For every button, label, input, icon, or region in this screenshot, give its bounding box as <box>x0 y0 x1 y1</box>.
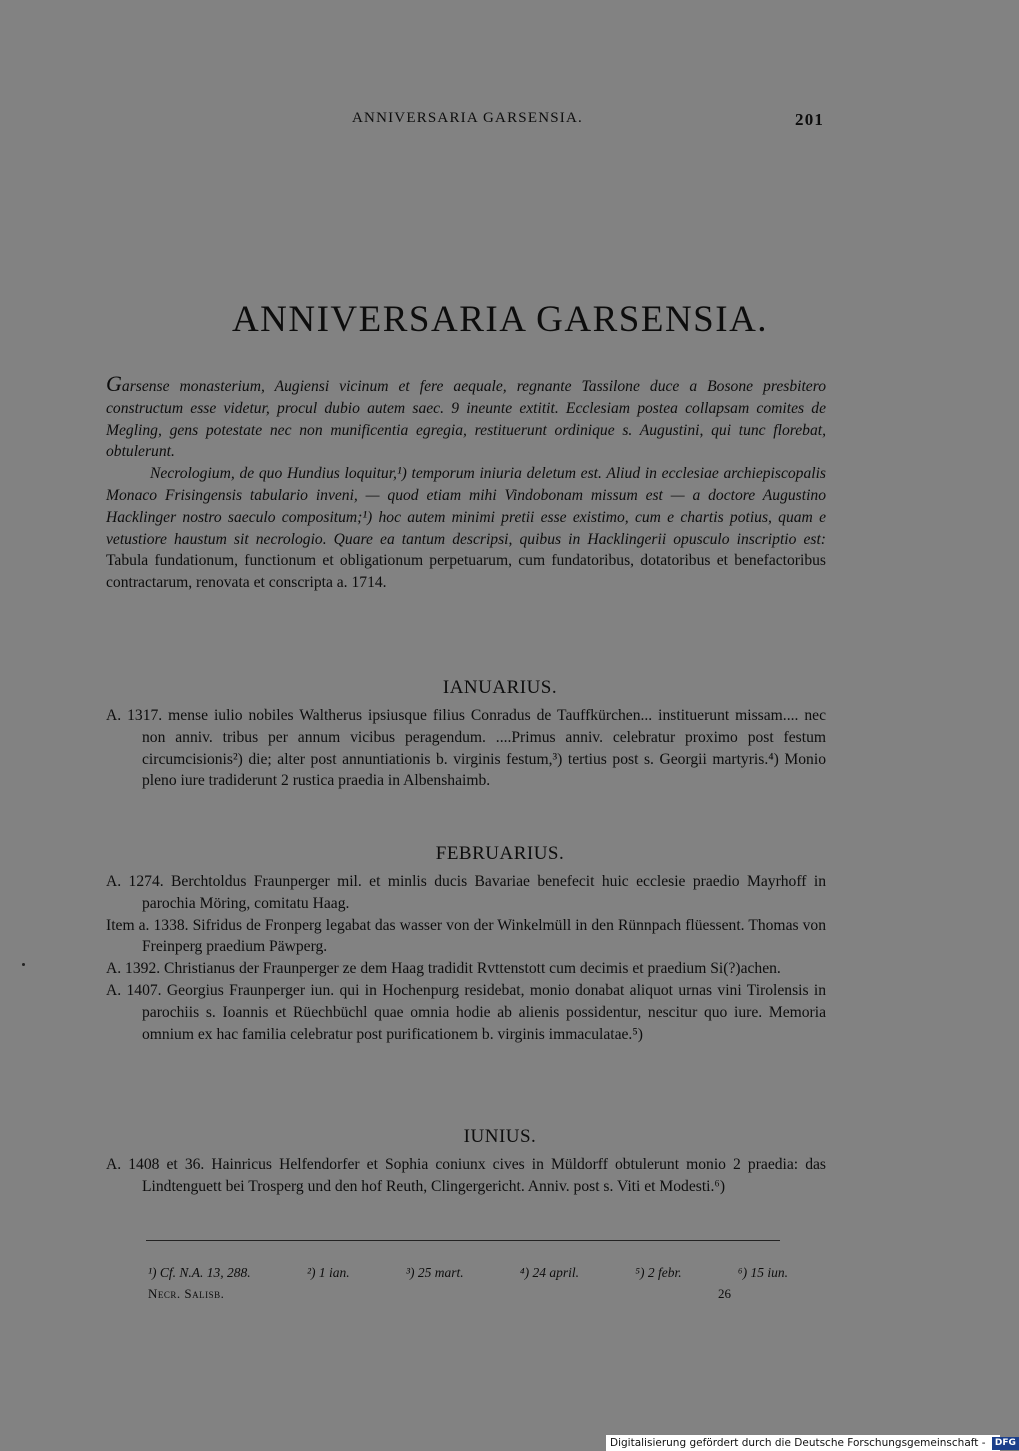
section-entries-iunius <box>106 1154 826 1198</box>
intro-paragraph-1 <box>106 373 826 463</box>
entry: A. 1317. mense iulio nobiles Waltherus ipsiusque filius Conradus de Tauffkürchen... instituerunt missam.... nec non anniv. tribus per annum vicibus peragendum. ....Primus anniv. celebratur proximo post festum circumcisionis²) die; alter post annuntiationis b. virginis festum,³) tertius post s. Georgii martyris.⁴) Monio pleno iure tradiderunt 2 rustica praedia in Albenshaimb. <box>106 707 826 790</box>
intro-paragraph-2-italic: Necrologium, de quo Hundius loquitur,¹) temporum iniuria deletum est. Aliud in ecclesiae archiepiscopalis Monaco Frisingensis tabulario inveni, — quod etiam mihi Vindobonam missum est — a doctore Augustino Hacklinger nostro saeculo compositum;¹) hoc autem minimi pretii esse existimo, cum e chartis potius, quam e vetustiore haustum sit necrologio. Quare ea tantum descripsi, quibus in Hacklingerii opusculo inscriptio est: <box>106 465 826 548</box>
scan-speck <box>22 963 25 966</box>
entry: A. 1274. Berchtoldus Fraunperger mil. et minlis ducis Bavariae benefecit huic ecclesie praedio Mayrhoff in parochia Möring, comitatu Haag. <box>106 873 826 912</box>
intro-paragraph-2 <box>106 463 826 594</box>
dfg-logo-icon: DFG <box>992 1437 1019 1450</box>
footnote: ⁶) 15 iun. <box>737 1265 788 1280</box>
footnote-rule <box>146 1240 780 1241</box>
main-title: ANNIVERSARIA GARSENSIA. <box>231 299 769 340</box>
intro-paragraph-1-text: arsense monasterium, Augiensi vicinum et fere aequale, regnante Tassilone duce a Bosone presbitero constructum esse videtur, procul dubio autem saec. 9 ineunte extitit. Ecclesiam postea collapsam comites de Megling, gens potestate nec non munificentia egregia, restituerunt ordinique s. Augustini, qui tunc florebat, obtulerunt. <box>106 378 826 461</box>
section-heading-februarius: FEBRUARIUS. <box>435 843 565 864</box>
footnote: ⁵) 2 febr. <box>635 1265 682 1280</box>
page-number: 201 <box>795 110 825 129</box>
running-head-title: ANNIVERSARIA GARSENSIA. <box>352 110 583 126</box>
section-entries-ianuarius <box>106 705 826 792</box>
drop-cap: G <box>106 371 122 396</box>
footnotes <box>148 1265 788 1281</box>
entry: A. 1408 et 36. Hainricus Helfendorfer et Sophia coniunx cives in Müldorff obtulerunt monio 2 praedia: das Lindtenguett bei Trosperg und den hof Reuth, Clingergericht. Anniv. post s. Viti et Modesti.⁶) <box>106 1156 826 1195</box>
footnote: ⁴) 24 april. <box>519 1265 579 1280</box>
entry: A. 1407. Georgius Fraunperger iun. qui in Hochenpurg residebat, monio donabat aliquot urnas vini Tirolensis in parochiis s. Ioannis et Rüechbüchl quae omnia hodie ab alienis possidentur, nescitur quo iure. Memoria omnium ex hac familia celebratur post purificationem b. virginis immaculatae.⁵) <box>106 981 826 1043</box>
dfg-funding-banner <box>606 1435 1016 1451</box>
introduction <box>106 373 826 594</box>
entry: A. 1392. Christianus der Fraunperger ze dem Haag tradidit Rvttenstott cum decimis et praedium Si(?)achen. <box>106 960 781 978</box>
section-heading-iunius: IUNIUS. <box>463 1126 537 1147</box>
gathering-number: 26 <box>718 1286 731 1301</box>
footnote: ²) 1 ian. <box>306 1265 350 1280</box>
entry: Item a. 1338. Sifridus de Fronperg legabat das wasser von der Winkelmüll in den Rünnpach flüessent. Thomas von Freinperg praedium Päwperg. <box>106 916 826 956</box>
section-entries-februarius <box>106 871 826 1045</box>
signature-mark: Necr. Salisb. <box>148 1286 225 1301</box>
footnote: ³) 25 mart. <box>405 1265 464 1280</box>
section-heading-ianuarius: IANUARIUS. <box>442 677 558 698</box>
dfg-funding-text: Digitalisierung gefördert durch die Deutsche Forschungsgemeinschaft - <box>610 1437 986 1449</box>
footnote: ¹) Cf. N.A. 13, 288. <box>148 1265 251 1280</box>
intro-paragraph-2-roman: Tabula fundationum, functionum et obligationum perpetuarum, cum fundatoribus, dotatoribus et benefactoribus contractarum, renovata et conscripta a. 1714. <box>106 552 826 592</box>
